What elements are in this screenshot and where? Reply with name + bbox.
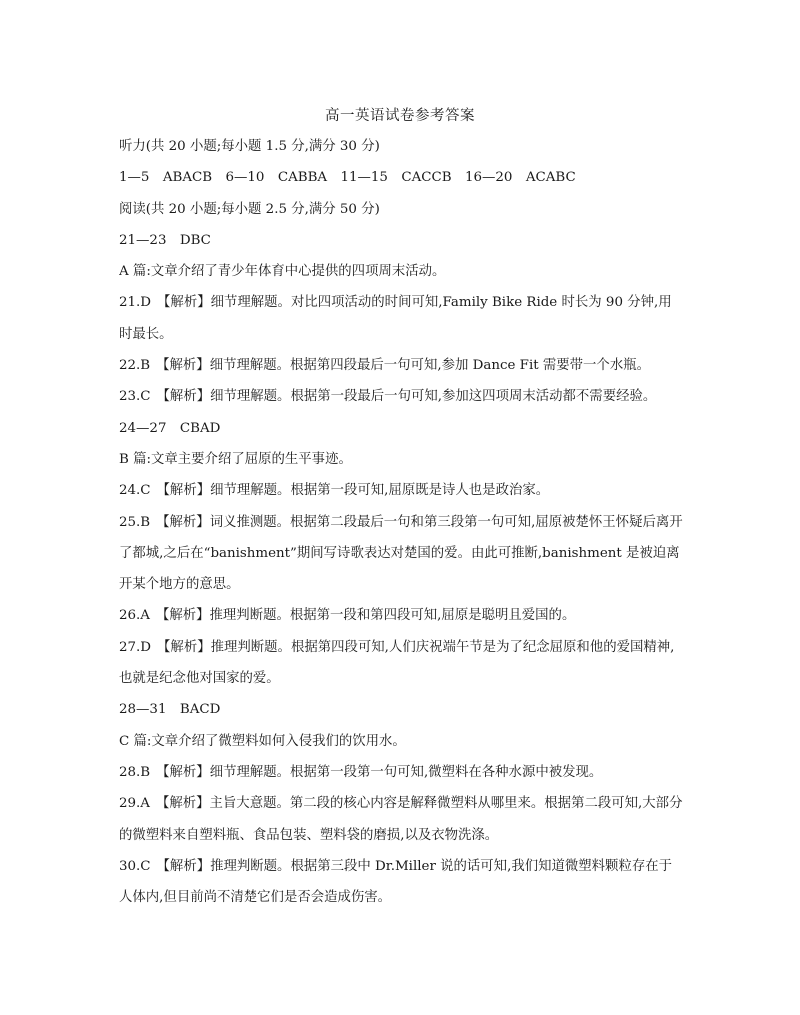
explanation-item <box>119 600 685 631</box>
analysis-tag: 【解析】 <box>156 764 210 780</box>
explanation-item <box>119 350 685 381</box>
explanation-text: 细节理解题。根据第四段最后一句可知,参加 Dance Fit 需要带一个水瓶。 <box>209 358 650 374</box>
question-number: 23.C <box>119 389 151 405</box>
explanation-text: 推理判断题。根据第四段可知,人们庆祝端午节是为了纪念屈原和他的爱国精神,也就是纪念他对国家的爱。 <box>119 639 675 687</box>
reading-heading: 阅读(共 20 小题;每小题 2.5 分,满分 50 分) <box>119 201 380 217</box>
analysis-tag: 【解析】 <box>156 858 211 874</box>
analysis-tag: 【解析】 <box>155 608 210 624</box>
explanation-item <box>119 851 685 914</box>
page-title: 高一英语试卷参考答案 <box>325 108 475 124</box>
explanation-item <box>119 788 685 851</box>
question-number: 26.A <box>119 608 150 624</box>
listening-answers: 1—5 ABACB 6—10 CABBA 11—15 CACCB 16—20 ACABC <box>119 170 576 186</box>
question-number: 29.A <box>119 796 150 812</box>
section-c-answers: 28—31 BACD <box>119 702 221 718</box>
analysis-tag: 【解析】 <box>156 358 210 374</box>
question-number: 24.C <box>119 483 151 499</box>
section-b-answers: 24—27 CBAD <box>119 420 221 436</box>
section-c-summary: C 篇:文章介绍了微塑料如何入侵我们的饮用水。 <box>119 733 406 749</box>
explanation-item <box>119 475 685 506</box>
analysis-tag: 【解析】 <box>155 796 210 812</box>
section-a-answers: 21—23 DBC <box>119 232 211 248</box>
explanation-text: 主旨大意题。第二段的核心内容是解释微塑料从哪里来。根据第二段可知,大部分的微塑料来自塑料瓶、食品包装、塑料袋的磨损,以及衣物洗涤。 <box>119 796 683 843</box>
analysis-tag: 【解析】 <box>156 483 211 499</box>
analysis-tag: 【解析】 <box>156 514 210 530</box>
listening-heading: 听力(共 20 小题;每小题 1.5 分,满分 30 分) <box>119 139 380 154</box>
analysis-tag: 【解析】 <box>156 389 211 405</box>
explanation-item <box>119 381 685 412</box>
explanation-item <box>119 507 685 601</box>
question-number: 27.D <box>119 639 152 655</box>
section-a-summary: A 篇:文章介绍了青少年体育中心提供的四项周末活动。 <box>119 264 446 280</box>
section-b-summary: B 篇:文章主要介绍了屈原的生平事迹。 <box>119 451 352 467</box>
question-number: 25.B <box>119 514 151 530</box>
question-number: 30.C <box>119 858 151 874</box>
explanation-text: 细节理解题。根据第一段可知,屈原既是诗人也是政治家。 <box>210 483 550 499</box>
explanation-text: 推理判断题。根据第三段中 Dr.Miller 说的话可知,我们知道微塑料颗粒存在于人体内,但目前尚不清楚它们是否会造成伤害。 <box>119 858 673 906</box>
question-number: 28.B <box>119 764 151 780</box>
explanation-item <box>119 757 685 788</box>
question-number: 21.D <box>119 295 152 311</box>
explanation-item <box>119 287 685 350</box>
explanation-text: 细节理解题。根据第一段最后一句可知,参加这四项周末活动都不需要经验。 <box>210 389 657 405</box>
answer-key-content <box>119 131 685 913</box>
explanation-text: 推理判断题。根据第一段和第四段可知,屈原是聪明且爱国的。 <box>209 608 576 624</box>
explanation-text: 细节理解题。根据第一段第一句可知,微塑料在各种水源中被发现。 <box>209 764 603 780</box>
analysis-tag: 【解析】 <box>157 295 211 311</box>
explanation-text: 词义推测题。根据第二段最后一句和第三段第一句可知,屈原被楚怀王怀疑后离开了都城,之后在“banishment”期间写诗歌表达对楚国的爱。由此可推断,banishment 是被迫离开某个地方的意思。 <box>119 514 683 593</box>
question-number: 22.B <box>119 358 151 374</box>
explanation-text: 细节理解题。对比四项活动的时间可知,Family Bike Ride 时长为 90 分钟,用时最长。 <box>119 295 672 342</box>
analysis-tag: 【解析】 <box>157 639 211 655</box>
explanation-item <box>119 632 685 695</box>
